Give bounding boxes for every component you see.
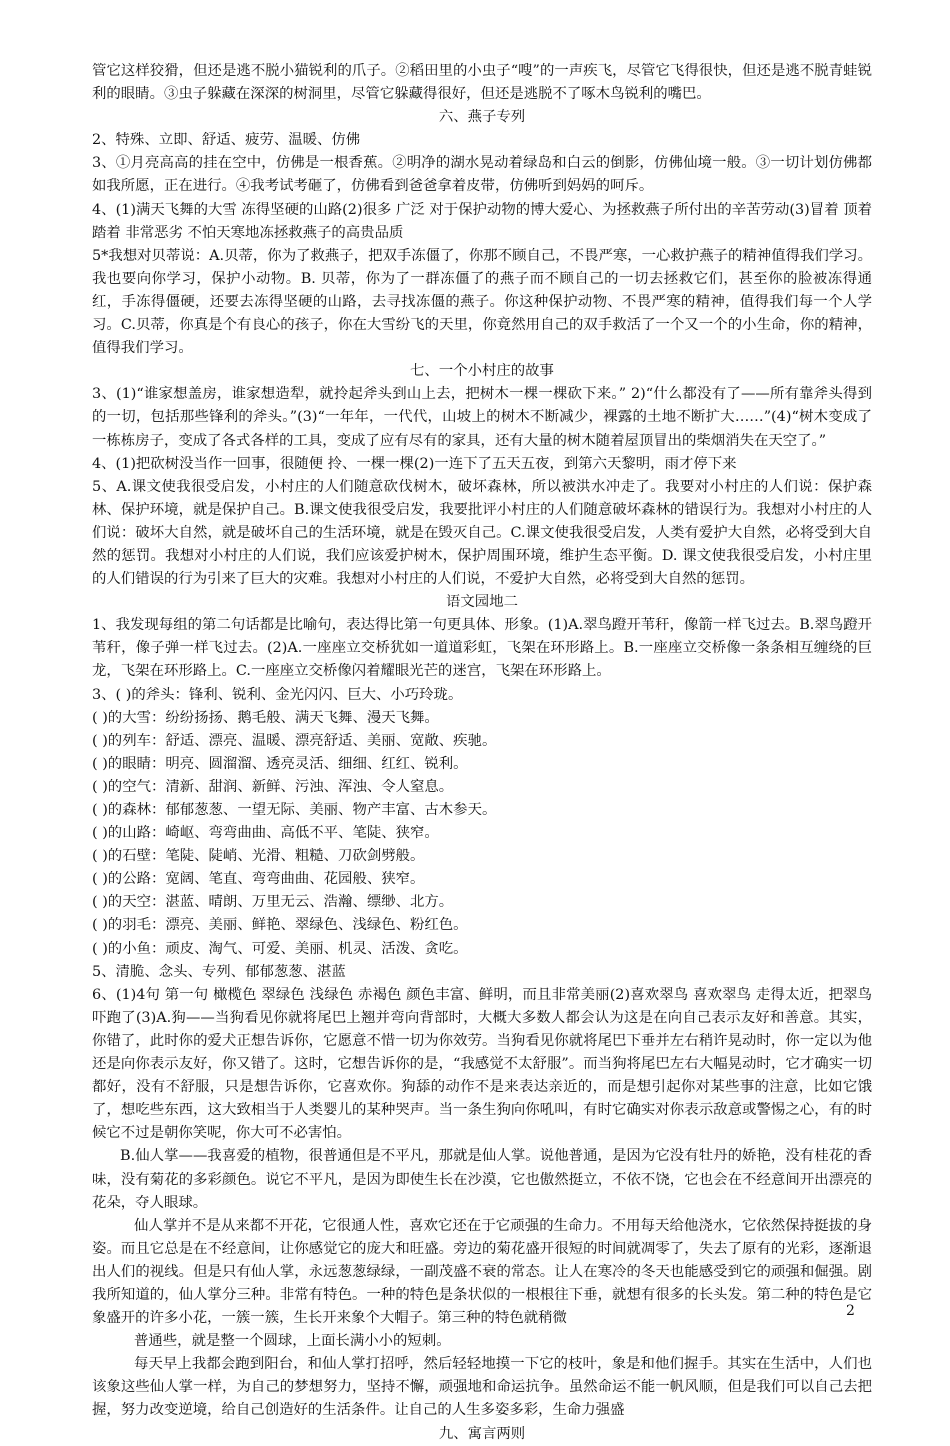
- page-number: 2: [846, 1303, 855, 1319]
- paragraph: 6、(1)4句 第一句 橄榄色 翠绿色 浅绿色 赤褐色 颜色丰富、鲜明，而且非常美丽(2)喜欢翠鸟 喜欢翠鸟 走得太近，把翠鸟吓跑了(3)A.狗——当狗看见你就将尾巴上翘并弯向背部时，大概大多数人都会认为这是在向自己表示友好和善意。其实，你错了，此时你的爱犬正想告诉你，它愿意不惜一切为你效劳。当狗看见你就将尾巴下垂并左右稍许晃动时，你一定以为他还是向你表示友好，你又错了。这时，它想告诉你的是，“我感觉不太舒服”。而当狗将尾巴左右大幅晃动时，它才确实一切都好，没有不舒服，只是想告诉你，它喜欢你。狗舔的动作不是来表达亲近的，而是想引起你对某些事的注意，比如它饿了，想吃些东西，这大致相当于人类婴儿的某种哭声。当一条生狗向你吼叫，有时它确实对你表示敌意或警惕之心，有的时候它不过是朝你笑呢，你大可不必害怕。: [92, 986, 872, 1142]
- paragraph: ( )的天空：湛蓝、晴朗、万里无云、浩瀚、缥缈、北方。: [92, 894, 454, 911]
- paragraph: ( )的眼睛：明亮、圆溜溜、透亮灵活、细细、红红、锐利。: [92, 755, 468, 772]
- section-heading: 七、一个小村庄的故事: [410, 363, 554, 380]
- paragraph: ( )的森林：郁郁葱葱、一望无际、美丽、物产丰富、古木参天。: [92, 802, 497, 818]
- paragraph: ( )的公路：宽阔、笔直、弯弯曲曲、花园般、狭窄。: [92, 871, 425, 888]
- paragraph: 3、(1)“谁家想盖房，谁家想造犁，就拎起斧头到山上去，把树木一棵一棵砍下来。” 2)“什么都没有了——所有靠斧头得到的一切，包括那些锋利的斧头。”(3)“一年年，一代代，山坡上的树木不断减少，裸露的土地不断扩大……”(4)“树木变成了一栋栋房子，变成了各式各样的工具，变成了应有尽有的家具，还有大量的树木随着屋顶冒出的柴烟消失在天空了。”: [92, 386, 872, 449]
- paragraph: 管它这样狡猾，但还是逃不脱小猫锐利的爪子。②稻田里的小虫子“嗖”的一声疾飞，尽管它飞得很快，但还是逃不脱青蛙锐利的眼睛。③虫子躲藏在深深的树洞里，尽管它躲藏得很好，但还是逃脱不了啄木鸟锐利的嘴巴。: [92, 63, 872, 103]
- paragraph: B.仙人掌——我喜爱的植物，很普通但是不平凡，那就是仙人掌。说他普通，是因为它没有牡丹的娇艳，没有桂花的香味，没有菊花的多彩颜色。说它不平凡，是因为即使生长在沙漠，它也傲然挺立，不依不饶，它也会在不经意间开出漂亮的花朵，夺人眼球。: [92, 1148, 872, 1211]
- paragraph: 5、清脆、念头、专列、郁郁葱葱、湛蓝: [92, 963, 346, 980]
- paragraph: 1、我发现每组的第二句话都是比喻句，表达得比第一句更具体、形象。(1)A.翠鸟蹬开苇秆，像箭一样飞过去。B.翠鸟蹬开苇秆，像子弹一样飞过去。(2)A.一座座立交桥犹如一道道彩虹，飞架在环形路上。B.一座座立交桥像一条条相互缠绕的巨龙，飞架在环形路上。C.一座座立交桥像闪着耀眼光芒的迷宫，飞架在环形路上。: [92, 617, 872, 680]
- paragraph: ( )的列车：舒适、漂亮、温暖、漂亮舒适、美丽、宽敞、疾驰。: [92, 732, 497, 749]
- paragraph: ( )的大雪：纷纷扬扬、鹅毛般、满天飞舞、漫天飞舞。: [92, 709, 439, 726]
- paragraph: ( )的小鱼：顽皮、淘气、可爱、美丽、机灵、活泼、贪吃。: [92, 940, 468, 957]
- paragraph: 3、①月亮高高的挂在空中，仿佛是一根香蕉。②明净的湖水晃动着绿岛和白云的倒影，仿佛仙境一般。③一切计划仿佛都如我所愿，正在进行。④我考试考砸了，仿佛看到爸爸拿着皮带，仿佛听到妈妈的呵斥。: [92, 155, 872, 195]
- document-page: [92, 60, 872, 1446]
- paragraph: ( )的山路：崎岖、弯弯曲曲、高低不平、笔陡、狭窄。: [92, 825, 439, 842]
- section-heading: 九、寓言两则: [438, 1425, 526, 1442]
- paragraph: 5、A.课文使我很受启发，小村庄的人们随意砍伐树木，破坏森林，所以被洪水冲走了。我要对小村庄的人们说：保护森林、保护环境，就是保护自己。B.课文使我很受启发，我要批评小村庄的人们随意破坏森林的错误行为。我想对小村庄的人们说：破坏大自然，就是破坏自己的生活环境，就是在毁灭自己。C.课文使我很受启发，人类有爱护大自然，必将受到大自然的惩罚。我想对小村庄的人们说，我们应该爱护树木，保护周围环境，维护生态平衡。D. 课文使我很受启发，小村庄里的人们错误的行为引来了巨大的灾难。我想对小村庄的人们说，不爱护大自然，必将受到大自然的惩罚。: [92, 478, 872, 588]
- paragraph: ( )的羽毛：漂亮、美丽、鲜艳、翠绿色、浅绿色、粉红色。: [92, 917, 468, 934]
- paragraph: 4、(1)满天飞舞的大雪 冻得坚硬的山路(2)很多 广泛 对于保护动物的博大爱心、为拯救燕子所付出的辛苦劳动(3)冒着 顶着 踏着 非常恶劣 不怕天寒地冻拯救燕子的高贵品质: [92, 201, 872, 241]
- paragraph: 仙人掌并不是从来都不开花，它很通人性，喜欢它还在于它顽强的生命力。不用每天给他浇水，它依然保持挺拔的身姿。而且它总是在不经意间，让你感觉它的庞大和旺盛。旁边的菊花盛开很短的时间就凋零了，失去了原有的光彩，逐渐退出人们的视线。但是只有仙人掌，永远葱葱绿绿，一副茂盛不衰的常态。让人在寒冷的冬天也能感受到它的顽强和倔强。剧我所知道的，仙人掌分三种。非常有特色。一种的特色是条状似的一根根往下垂，就想有很多的长头发。第二种的特色是它象盛开的许多小花，一簇一簇，生长开来象个大帽子。第三种的特色就稍微: [92, 1217, 872, 1327]
- paragraph: 每天早上我都会跑到阳台，和仙人掌打招呼，然后轻轻地摸一下它的枝叶，象是和他们握手。其实在生活中，人们也该象这些仙人掌一样，为自己的梦想努力，坚持不懈，顽强地和命运抗争。虽然命运不能一帆风顺，但是我们可以自己去把握，努力改变逆境，给自己创造好的生活条件。让自己的人生多姿多彩，生命力强盛: [92, 1356, 872, 1419]
- section-heading: 语文园地二: [446, 594, 518, 611]
- paragraph: 2、特殊、立即、舒适、疲劳、温暖、仿佛: [92, 132, 361, 149]
- section-heading: 六、燕子专列: [438, 109, 526, 126]
- paragraph: 3、( )的斧头：锋利、锐利、金光闪闪、巨大、小巧玲珑。: [92, 686, 463, 703]
- paragraph: ( )的空气：清新、甜润、新鲜、污浊、浑浊、令人窒息。: [92, 778, 454, 795]
- paragraph: 普通些，就是整一个圆球，上面长满小小的短刺。: [134, 1333, 451, 1350]
- paragraph: 5*我想对贝蒂说：A.贝蒂，你为了救燕子，把双手冻僵了，你那不顾自己，不畏严寒，一心救护燕子的精神值得我们学习。我也要向你学习，保护小动物。B. 贝蒂，你为了一群冻僵了的燕子而不顾自己的一切去拯救它们，甚至你的脸被冻得通红，手冻得僵硬，还要去冻得坚硬的山路，去寻找冻僵的燕子。你这种保护动物、不畏严寒的精神，值得我们每一个人学习。C.贝蒂，你真是个有良心的孩子，你在大雪纷飞的天里，你竟然用自己的双手救活了一个又一个的小生命，你的精神，值得我们学习。: [92, 247, 872, 357]
- paragraph: ( )的石壁：笔陡、陡峭、光滑、粗糙、刀砍剑劈般。: [92, 848, 425, 865]
- paragraph: 4、(1)把砍树没当作一回事，很随便 拎、一棵一棵(2)一连下了五天五夜，到第六天黎明，雨才停下来: [92, 455, 737, 472]
